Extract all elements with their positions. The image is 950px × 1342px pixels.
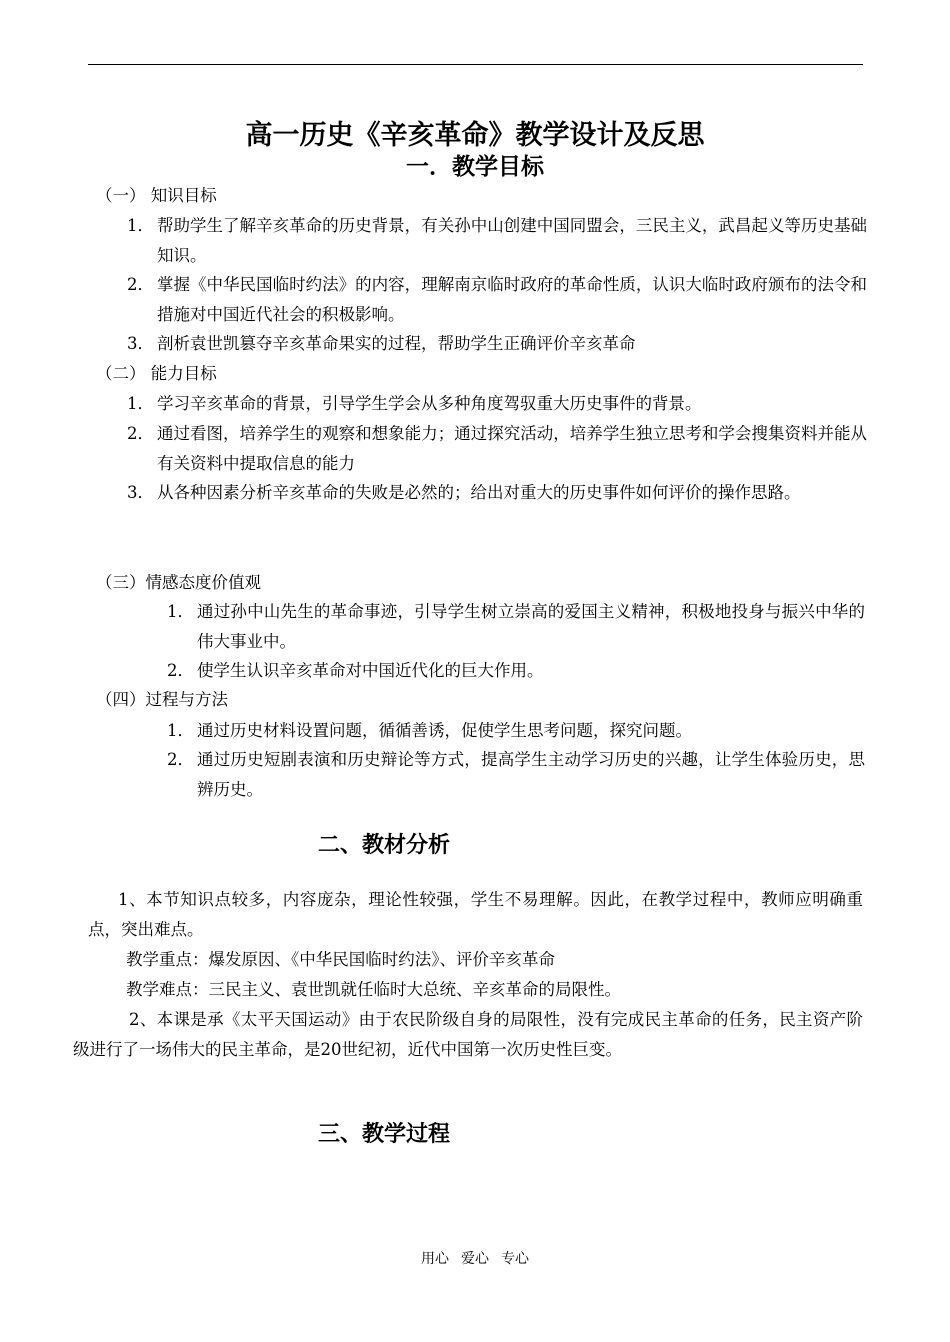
item-number: 3． <box>127 483 154 502</box>
page-footer <box>0 1248 950 1268</box>
teaching-difficulty: 教学难点：三民主义、袁世凯就任临时大总统、辛亥革命的局限性。 <box>126 980 621 999</box>
item-text: 通过孙中山先生的革命事迹，引导学生树立崇高的爱国主义精神，积极地投身与振兴中华的伟大事业中。 <box>197 602 865 651</box>
item-number: 2． <box>127 275 154 294</box>
item-text: 使学生认识辛亥革命对中国近代化的巨大作用。 <box>197 661 544 680</box>
group-label-ability: （二） 能力目标 <box>96 364 217 383</box>
group-label-values: （三）情感态度价值观 <box>96 573 261 592</box>
group-label-knowledge: （一） 知识目标 <box>96 186 217 205</box>
list-item <box>127 211 867 270</box>
list-item <box>167 597 865 656</box>
list-item <box>127 478 867 508</box>
item-text: 通过历史短剧表演和历史辩论等方式，提高学生主动学习历史的兴趣，让学生体验历史，思辨历史。 <box>197 750 865 799</box>
list-item <box>167 716 865 746</box>
section-heading-process: 三、教学过程 <box>318 1121 451 1147</box>
item-number: 1． <box>167 602 194 621</box>
materials-paragraph-1: 1、本节知识点较多，内容庞杂，理论性较强，学生不易理解。因此，在教学过程中，教师应明确重点，突出难点。 <box>88 890 863 939</box>
teaching-focus: 教学重点：爆发原因、《中华民国临时约法》、评价辛亥革命 <box>126 950 555 969</box>
footer-text: 爱心 <box>461 1251 489 1267</box>
section-heading-materials: 二、教材分析 <box>318 832 451 858</box>
list-item <box>167 745 865 804</box>
list-item <box>127 419 867 478</box>
item-number: 1． <box>127 394 154 413</box>
item-text: 从各种因素分析辛亥革命的失败是必然的；给出对重大的历史事件如何评价的操作思路。 <box>157 483 801 502</box>
item-number: 1． <box>167 721 194 740</box>
item-text: 通过看图，培养学生的观察和想象能力；通过探究活动，培养学生独立思考和学会搜集资料并能从有关资料中提取信息的能力 <box>157 424 867 473</box>
footer-text: 用心 <box>421 1251 449 1267</box>
item-number: 3． <box>127 334 154 353</box>
item-number: 2． <box>167 750 194 769</box>
section-heading-objectives: 一．教学目标 <box>406 153 544 180</box>
item-text: 剖析袁世凯篡夺辛亥革命果实的过程，帮助学生正确评价辛亥革命 <box>157 334 636 353</box>
list-item <box>127 270 867 329</box>
item-number: 2． <box>127 424 154 443</box>
item-text: 帮助学生了解辛亥革命的历史背景，有关孙中山创建中国同盟会，三民主义，武昌起义等历史基础知识。 <box>157 216 867 265</box>
list-item <box>167 656 865 686</box>
group-label-process: （四）过程与方法 <box>96 690 228 709</box>
item-text: 通过历史材料设置问题，循循善诱，促使学生思考问题，探究问题。 <box>197 721 692 740</box>
header-rule <box>88 64 863 65</box>
materials-paragraph-2: 2、本课是承《太平天国运动》由于农民阶级自身的局限性，没有完成民主革命的任务，民主资产阶级进行了一场伟大的民主革命，是20世纪初，近代中国第一次历史性巨变。 <box>73 1010 863 1059</box>
item-text: 掌握《中华民国临时约法》的内容，理解南京临时政府的革命性质，认识大临时政府颁布的法令和措施对中国近代社会的积极影响。 <box>157 275 867 324</box>
list-item <box>127 329 867 359</box>
list-item <box>127 389 867 419</box>
item-number: 1． <box>127 216 154 235</box>
item-text: 学习辛亥革命的背景，引导学生学会从多种角度驾驭重大历史事件的背景。 <box>157 394 702 413</box>
item-number: 2． <box>167 661 194 680</box>
document-title: 高一历史《辛亥革命》教学设计及反思 <box>245 120 705 151</box>
footer-text: 专心 <box>501 1251 529 1267</box>
